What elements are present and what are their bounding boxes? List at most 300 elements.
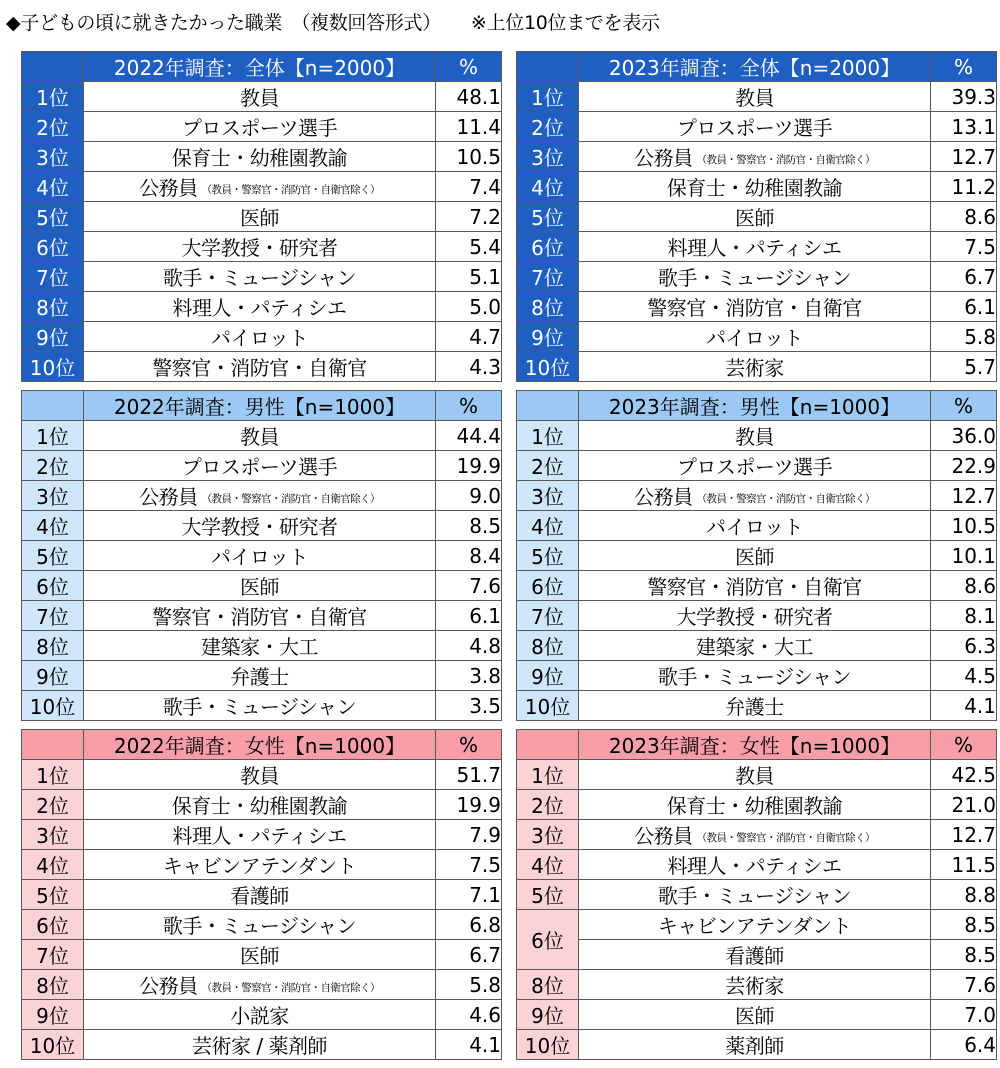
table-row [22, 910, 502, 940]
percent-cell: 19.9 [436, 451, 502, 481]
job-cell [579, 691, 931, 721]
job-name: 大学教授・研究者 [181, 236, 338, 260]
ranking-grid [21, 51, 997, 1068]
table-row [22, 541, 502, 571]
percent-cell: 6.7 [931, 262, 997, 292]
percent-cell: 12.7 [931, 481, 997, 511]
ranking-table-female [21, 729, 502, 1060]
job-name: パイロット [210, 545, 309, 569]
job-name: パイロット [210, 326, 309, 350]
rank-cell: 5位 [517, 880, 579, 910]
table-title: 2022年調査：女性【n=1000】 [84, 730, 436, 760]
rank-cell: 4位 [517, 172, 579, 202]
rank-cell: 4位 [22, 172, 84, 202]
job-name: 歌手・ミュージシャン [657, 884, 852, 908]
table-header-row [22, 391, 502, 421]
ranking-table-overall [21, 51, 502, 382]
job-cell [84, 691, 436, 721]
table-row [22, 850, 502, 880]
percent-cell: 4.1 [931, 691, 997, 721]
job-cell [579, 661, 931, 691]
percent-cell: 44.4 [436, 421, 502, 451]
job-name: 大学教授・研究者 [676, 605, 833, 629]
job-name: 看護師 [725, 944, 784, 968]
rank-cell: 7位 [517, 262, 579, 292]
job-note: （教員・警察官・消防官・自衛官除く） [696, 832, 875, 844]
table-row [517, 172, 997, 202]
table-row [22, 1030, 502, 1060]
job-cell [579, 571, 931, 601]
job-name: 建築家・大工 [696, 635, 813, 659]
header-blank-cell [517, 391, 579, 421]
table-row [22, 232, 502, 262]
job-cell [84, 292, 436, 322]
job-name: 大学教授・研究者 [181, 515, 338, 539]
table-row [22, 511, 502, 541]
table-header-row [22, 730, 502, 760]
percent-cell: 19.9 [436, 790, 502, 820]
rank-cell: 8位 [517, 631, 579, 661]
percent-cell: 6.1 [931, 292, 997, 322]
job-cell [579, 1000, 931, 1030]
table-row [22, 172, 502, 202]
rank-cell: 3位 [22, 820, 84, 850]
rank-cell: 9位 [22, 322, 84, 352]
rank-cell: 3位 [517, 820, 579, 850]
percent-cell: 11.5 [931, 850, 997, 880]
job-cell [579, 142, 931, 172]
rank-cell: 7位 [22, 940, 84, 970]
rank-cell: 2位 [517, 451, 579, 481]
job-cell [84, 571, 436, 601]
rank-cell: 6位 [22, 232, 84, 262]
ranking-table-male [21, 390, 502, 721]
rank-cell: 3位 [22, 481, 84, 511]
percent-cell: 8.1 [931, 601, 997, 631]
job-cell [84, 940, 436, 970]
table-row [22, 760, 502, 790]
male-row [21, 390, 997, 721]
percent-cell: 3.5 [436, 691, 502, 721]
percent-cell: 7.5 [931, 232, 997, 262]
table-row [22, 421, 502, 451]
table-row [22, 352, 502, 382]
job-cell [84, 910, 436, 940]
rank-cell: 1位 [517, 760, 579, 790]
percent-cell: 4.6 [436, 1000, 502, 1030]
percent-cell: 8.8 [931, 880, 997, 910]
job-name: 警察官・消防官・自衛官 [152, 605, 367, 629]
percent-cell: 4.1 [436, 1030, 502, 1060]
percent-cell: 39.3 [931, 82, 997, 112]
job-name: キャビンアテンダント [162, 854, 357, 878]
rank-cell: 7位 [22, 262, 84, 292]
job-note: （教員・警察官・消防官・自衛官除く） [201, 493, 380, 505]
rank-cell: 9位 [22, 1000, 84, 1030]
rank-cell: 10位 [22, 691, 84, 721]
job-cell [84, 322, 436, 352]
table-row [22, 322, 502, 352]
job-cell [579, 112, 931, 142]
rank-cell: 8位 [22, 970, 84, 1000]
rank-cell: 10位 [517, 691, 579, 721]
rank-cell: 9位 [517, 1000, 579, 1030]
job-name: 歌手・ミュージシャン [162, 695, 357, 719]
job-cell [579, 940, 931, 970]
rank-cell: 9位 [517, 661, 579, 691]
rank-cell: 3位 [517, 142, 579, 172]
table-slot [516, 51, 997, 382]
job-name: 建築家・大工 [201, 635, 318, 659]
job-name: 弁護士 [725, 695, 784, 719]
job-cell [579, 172, 931, 202]
job-name: 保育士・幼稚園教諭 [171, 146, 348, 170]
percent-cell: 3.8 [436, 661, 502, 691]
job-cell [84, 760, 436, 790]
table-row [517, 571, 997, 601]
header-blank-cell [22, 730, 84, 760]
rank-cell: 1位 [22, 82, 84, 112]
percent-header: % [436, 730, 502, 760]
job-cell [579, 790, 931, 820]
rank-cell: 5位 [22, 541, 84, 571]
job-cell [579, 202, 931, 232]
job-name: 芸術家 / 薬剤師 [192, 1034, 327, 1058]
job-name: 教員 [735, 764, 774, 788]
percent-header: % [931, 391, 997, 421]
percent-cell: 7.1 [436, 880, 502, 910]
job-name: 公務員 [634, 824, 693, 848]
job-cell [84, 232, 436, 262]
rank-cell: 10位 [517, 1030, 579, 1060]
job-name: パイロット [705, 326, 804, 350]
job-name: 公務員 [634, 485, 693, 509]
table-row [22, 691, 502, 721]
job-cell [579, 910, 931, 940]
job-name: プロスポーツ選手 [181, 455, 338, 479]
job-name: 薬剤師 [725, 1034, 784, 1058]
table-slot [516, 390, 997, 721]
percent-cell: 4.7 [436, 322, 502, 352]
table-row [517, 1000, 997, 1030]
job-name: パイロット [705, 515, 804, 539]
percent-cell: 11.4 [436, 112, 502, 142]
percent-cell: 5.4 [436, 232, 502, 262]
percent-cell: 5.8 [436, 970, 502, 1000]
percent-cell: 5.7 [931, 352, 997, 382]
job-cell [579, 292, 931, 322]
job-name: 小説家 [230, 1004, 289, 1028]
percent-cell: 12.7 [931, 142, 997, 172]
job-name: 医師 [240, 944, 279, 968]
percent-cell: 5.8 [931, 322, 997, 352]
job-name: 公務員 [139, 974, 198, 998]
percent-cell: 11.2 [931, 172, 997, 202]
job-cell [579, 262, 931, 292]
rank-cell: 1位 [22, 760, 84, 790]
table-row [22, 292, 502, 322]
table-row [22, 790, 502, 820]
percent-cell: 4.5 [931, 661, 997, 691]
rank-cell: 7位 [517, 601, 579, 631]
table-slot [21, 729, 502, 1060]
rank-cell: 7位 [22, 601, 84, 631]
job-cell [84, 451, 436, 481]
rank-cell: 1位 [22, 421, 84, 451]
job-name: 料理人・パティシエ [667, 236, 842, 260]
rank-cell: 2位 [22, 451, 84, 481]
percent-cell: 36.0 [931, 421, 997, 451]
percent-cell: 10.1 [931, 541, 997, 571]
header-blank-cell [517, 730, 579, 760]
job-cell [84, 421, 436, 451]
job-name: プロスポーツ選手 [676, 455, 833, 479]
percent-cell: 8.5 [931, 940, 997, 970]
rank-cell: 2位 [517, 790, 579, 820]
job-name: 看護師 [230, 884, 289, 908]
job-name: 医師 [735, 1004, 774, 1028]
job-name: 料理人・パティシエ [172, 824, 347, 848]
page-title [6, 6, 660, 40]
job-name: 保育士・幼稚園教諭 [171, 794, 348, 818]
job-name: 医師 [240, 206, 279, 230]
table-row [22, 571, 502, 601]
female-row [21, 729, 997, 1060]
rank-cell: 4位 [517, 511, 579, 541]
percent-cell: 10.5 [436, 142, 502, 172]
table-title: 2023年調査：女性【n=1000】 [579, 730, 931, 760]
job-cell [84, 880, 436, 910]
job-cell [84, 850, 436, 880]
percent-cell: 12.7 [931, 820, 997, 850]
job-cell [84, 352, 436, 382]
job-name: 医師 [240, 575, 279, 599]
job-name: 歌手・ミュージシャン [657, 266, 852, 290]
rank-cell: 5位 [517, 202, 579, 232]
table-row [22, 82, 502, 112]
percent-cell: 9.0 [436, 481, 502, 511]
table-row [22, 940, 502, 970]
percent-cell: 8.4 [436, 541, 502, 571]
job-name: 公務員 [634, 146, 693, 170]
job-cell [579, 541, 931, 571]
table-row [517, 601, 997, 631]
job-cell [84, 481, 436, 511]
job-name: 芸術家 [725, 356, 784, 380]
rank-cell: 4位 [22, 511, 84, 541]
job-cell [84, 1000, 436, 1030]
job-name: 教員 [240, 425, 279, 449]
percent-cell: 22.9 [931, 451, 997, 481]
job-name: プロスポーツ選手 [181, 116, 338, 140]
table-title: 2022年調査：全体【n=2000】 [84, 52, 436, 82]
job-cell [579, 880, 931, 910]
percent-cell: 5.1 [436, 262, 502, 292]
rank-cell: 1位 [517, 421, 579, 451]
rank-cell: 10位 [22, 1030, 84, 1060]
job-cell [579, 451, 931, 481]
percent-cell: 8.6 [931, 571, 997, 601]
table-row [517, 910, 997, 940]
job-cell [579, 511, 931, 541]
job-cell [84, 661, 436, 691]
rank-cell: 6位 [517, 232, 579, 262]
table-slot [516, 729, 997, 1060]
rank-cell: 8位 [517, 292, 579, 322]
job-cell [579, 850, 931, 880]
table-row [517, 451, 997, 481]
table-row [22, 661, 502, 691]
table-row [517, 352, 997, 382]
job-name: 歌手・ミュージシャン [162, 266, 357, 290]
rank-cell: 2位 [517, 112, 579, 142]
overall-row [21, 51, 997, 382]
table-row [517, 292, 997, 322]
rank-cell: 2位 [22, 790, 84, 820]
table-row [517, 142, 997, 172]
rank-cell: 9位 [22, 661, 84, 691]
table-row [517, 541, 997, 571]
percent-cell: 48.1 [436, 82, 502, 112]
percent-cell: 6.7 [436, 940, 502, 970]
header-blank-cell [22, 52, 84, 82]
rank-cell: 2位 [22, 112, 84, 142]
percent-cell: 5.0 [436, 292, 502, 322]
job-name: 医師 [735, 206, 774, 230]
title-note: ※上位10位までを表示 [470, 12, 660, 34]
job-name: 公務員 [139, 485, 198, 509]
table-title: 2022年調査：男性【n=1000】 [84, 391, 436, 421]
rank-cell: 5位 [517, 541, 579, 571]
percent-header: % [436, 391, 502, 421]
percent-cell: 7.9 [436, 820, 502, 850]
table-row [517, 82, 997, 112]
percent-cell: 6.4 [931, 1030, 997, 1060]
rank-cell: 5位 [22, 880, 84, 910]
percent-cell: 51.7 [436, 760, 502, 790]
job-name: 警察官・消防官・自衛官 [152, 356, 367, 380]
job-name: 料理人・パティシエ [667, 854, 842, 878]
job-name: 教員 [240, 86, 279, 110]
percent-cell: 4.8 [436, 631, 502, 661]
table-row [22, 112, 502, 142]
percent-cell: 21.0 [931, 790, 997, 820]
table-row [517, 820, 997, 850]
job-name: 教員 [735, 425, 774, 449]
table-row [517, 880, 997, 910]
rank-cell: 8位 [517, 970, 579, 1000]
table-row [517, 940, 997, 970]
table-row [22, 820, 502, 850]
job-name: 料理人・パティシエ [172, 296, 347, 320]
job-cell [84, 790, 436, 820]
percent-cell: 8.5 [436, 511, 502, 541]
table-row [517, 850, 997, 880]
job-name: 歌手・ミュージシャン [162, 914, 357, 938]
rank-cell: 8位 [22, 631, 84, 661]
job-name: 弁護士 [230, 665, 289, 689]
percent-cell: 7.6 [931, 970, 997, 1000]
percent-cell: 6.3 [931, 631, 997, 661]
rank-cell: 3位 [22, 142, 84, 172]
percent-header: % [931, 730, 997, 760]
table-slot [21, 51, 502, 382]
percent-cell: 8.5 [931, 910, 997, 940]
percent-header: % [931, 52, 997, 82]
percent-cell: 6.1 [436, 601, 502, 631]
job-cell [84, 82, 436, 112]
table-row [517, 511, 997, 541]
table-row [517, 322, 997, 352]
table-row [22, 631, 502, 661]
percent-cell: 7.2 [436, 202, 502, 232]
job-cell [84, 970, 436, 1000]
job-cell [84, 1030, 436, 1060]
job-cell [84, 142, 436, 172]
table-row [22, 262, 502, 292]
table-row [517, 232, 997, 262]
job-name: キャビンアテンダント [657, 914, 852, 938]
table-slot [21, 390, 502, 721]
job-note: （教員・警察官・消防官・自衛官除く） [696, 154, 875, 166]
job-name: 保育士・幼稚園教諭 [666, 176, 843, 200]
job-cell [579, 760, 931, 790]
table-header-row [517, 391, 997, 421]
job-name: プロスポーツ選手 [676, 116, 833, 140]
job-note: （教員・警察官・消防官・自衛官除く） [201, 184, 380, 196]
table-row [517, 970, 997, 1000]
rank-cell: 6位 [517, 910, 579, 970]
job-cell [579, 322, 931, 352]
job-cell [579, 820, 931, 850]
percent-cell: 6.8 [436, 910, 502, 940]
percent-cell: 7.6 [436, 571, 502, 601]
table-title: 2023年調査：全体【n=2000】 [579, 52, 931, 82]
job-note: （教員・警察官・消防官・自衛官除く） [696, 493, 875, 505]
title-text: ◆子どもの頃に就きたかった職業 （複数回答形式） [6, 12, 441, 34]
job-note: （教員・警察官・消防官・自衛官除く） [201, 982, 380, 994]
job-name: 公務員 [139, 176, 198, 200]
job-name: 警察官・消防官・自衛官 [647, 296, 862, 320]
table-row [517, 112, 997, 142]
rank-cell: 8位 [22, 292, 84, 322]
job-cell [84, 172, 436, 202]
ranking-table-male [516, 390, 997, 721]
percent-cell: 13.1 [931, 112, 997, 142]
job-cell [579, 82, 931, 112]
job-cell [579, 601, 931, 631]
percent-cell: 10.5 [931, 511, 997, 541]
percent-cell: 7.0 [931, 1000, 997, 1030]
job-name: 教員 [735, 86, 774, 110]
job-cell [84, 541, 436, 571]
table-row [517, 1030, 997, 1060]
job-cell [84, 202, 436, 232]
header-blank-cell [517, 52, 579, 82]
ranking-table-overall [516, 51, 997, 382]
table-header-row [517, 730, 997, 760]
job-name: 芸術家 [725, 974, 784, 998]
percent-cell: 7.4 [436, 172, 502, 202]
percent-header: % [436, 52, 502, 82]
job-name: 保育士・幼稚園教諭 [666, 794, 843, 818]
job-name: 警察官・消防官・自衛官 [647, 575, 862, 599]
rank-cell: 4位 [22, 850, 84, 880]
table-title: 2023年調査：男性【n=1000】 [579, 391, 931, 421]
rank-cell: 6位 [22, 910, 84, 940]
job-cell [84, 631, 436, 661]
job-cell [579, 631, 931, 661]
